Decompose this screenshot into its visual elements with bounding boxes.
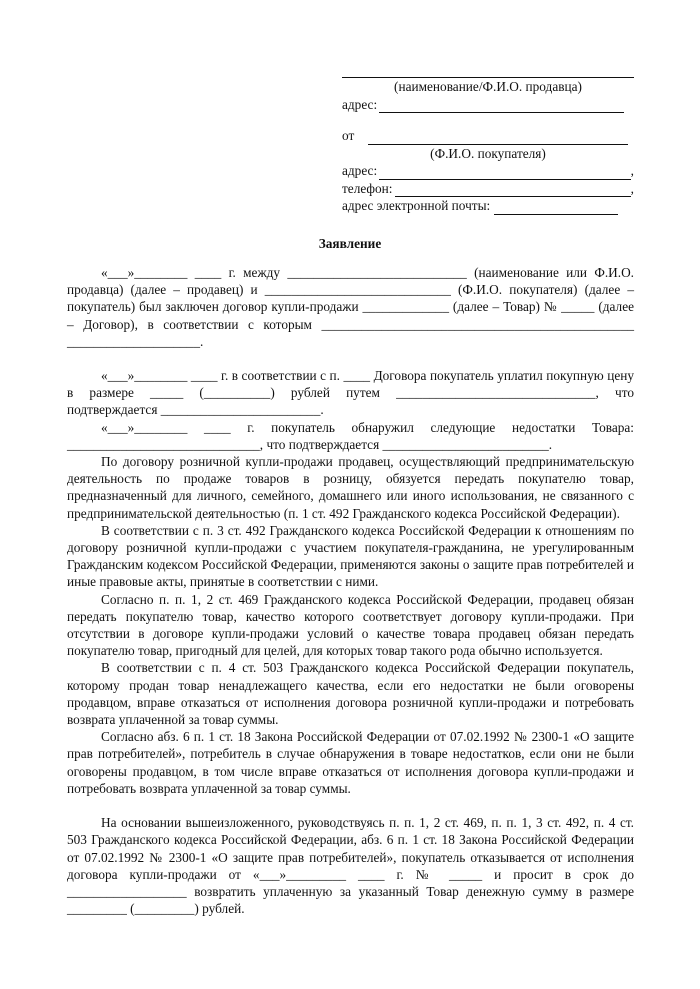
phone-row: телефон: ,	[342, 180, 634, 196]
paragraph-refusal-right: В соответствии с п. 4 ст. 503 Гражданского кодекса Российской Федерации покупатель, которому продан товар ненадлежащего качества, если его недостатки не были оговорены продавцом, вправе отказаться от исполнения договора розничной купли-продажи и потребовать возврата уплаченной за товар суммы.	[67, 660, 634, 728]
header-block	[342, 60, 634, 215]
seller-caption: (наименование/Ф.И.О. продавца)	[394, 79, 582, 94]
document-body	[67, 264, 634, 917]
buyer-caption: (Ф.И.О. покупателя)	[430, 145, 546, 161]
paragraph-retail-contract: По договору розничной купли-продажи продавец, осуществляющий предпринимательскую деятельность по продаже товаров в розницу, обязуется передать покупателю товар, предназначенный для личного, семейного, домашнего или иного использования, не связанного с предпринимательской деятельностью (п. 1 ст. 492 Гражданского кодекса Российской Федерации).	[67, 454, 634, 521]
email-label: адрес электронной почты:	[342, 198, 491, 213]
phone-line	[395, 183, 631, 197]
seller-address-label: адрес:	[342, 96, 378, 112]
buyer-address-row: адрес: ,	[342, 163, 634, 178]
paragraph-payment: «___»________ ____ г. в соответствии с п. ____ Договора покупатель уплатил покупную цену в размере _____ (__________) рублей путем ______________________________, что подтверждается ________________________.	[67, 368, 634, 418]
paragraph-demand: На основании вышеизложенного, руководствуясь п. п. 1, 2 ст. 469, п. п. 1, 3 ст. 492, п. 4 ст. 503 Гражданского кодекса Российской Федерации, абз. 6 п. 1 ст. 18 Закона Российской Федерации от 07.02.1992 № 2300-1 «О защите прав потребителей», покупатель отказывается от исполнения договора купли-продажи от «___»_________ ____ г. № _____ и просит в срок до __________________ возвратить уплаченную за указанный Товар денежную сумму в размере _________ (_________) рублей.	[67, 815, 634, 917]
phone-label: телефон:	[342, 180, 393, 196]
email-row	[342, 197, 634, 215]
paragraph-contract: «___»________ ____ г. между ___________________________ (наименование или Ф.И.О. продавца) (далее – продавец) и ____________________________ (Ф.И.О. покупателя) (далее – покупатель) был заключен договор купли-продажи _____________ (далее – Товар) № _____ (далее – Договор), в соответствии с которым _______________________________________________ ____________________.	[67, 265, 634, 349]
paragraph-consumer-rights: Согласно абз. 6 п. 1 ст. 18 Закона Российской Федерации от 07.02.1992 № 2300-1 «О защите прав потребителей», потребитель в случае обнаружения в товаре недостатков, если они не были оговорены продавцом, в том числе вправе отказаться от исполнения договора купли-продажи и потребовать возврата уплаченной за товар суммы.	[67, 729, 634, 796]
seller-address-line	[379, 99, 624, 113]
buyer-address-line	[379, 166, 631, 180]
seller-name-line	[342, 60, 634, 78]
from-label: от	[342, 128, 355, 143]
paragraph-quality: Согласно п. п. 1, 2 ст. 469 Гражданского кодекса Российской Федерации, продавец обязан передать покупателю товар, качество которого соответствует договору купли-продажи. При отсутствии в договоре купли-продажи условий о качестве товара продавец обязан передать покупателю товар, пригодный для целей, для которых товар такого рода обычно используется.	[67, 591, 634, 659]
document-title: Заявление	[318, 236, 382, 251]
buyer-address-label: адрес:	[342, 163, 378, 178]
paragraph-defects: «___»________ ____ г. покупатель обнаружил следующие недостатки Товара: _____________________________, что подтверждается _________________________.	[67, 419, 634, 452]
seller-address-row	[342, 96, 634, 114]
buyer-name-line	[368, 131, 628, 145]
paragraph-consumer-law: В соответствии с п. 3 ст. 492 Гражданского кодекса Российской Федерации к отношениям по договору розничной купли-продажи с участием покупателя-гражданина, не урегулированным Гражданским кодексом Российской Федерации, применяются законы о защите прав потребителей и иные правовые акты, принятые в соответствии с ними.	[67, 522, 634, 590]
from-row	[342, 127, 634, 145]
email-line	[494, 201, 618, 215]
